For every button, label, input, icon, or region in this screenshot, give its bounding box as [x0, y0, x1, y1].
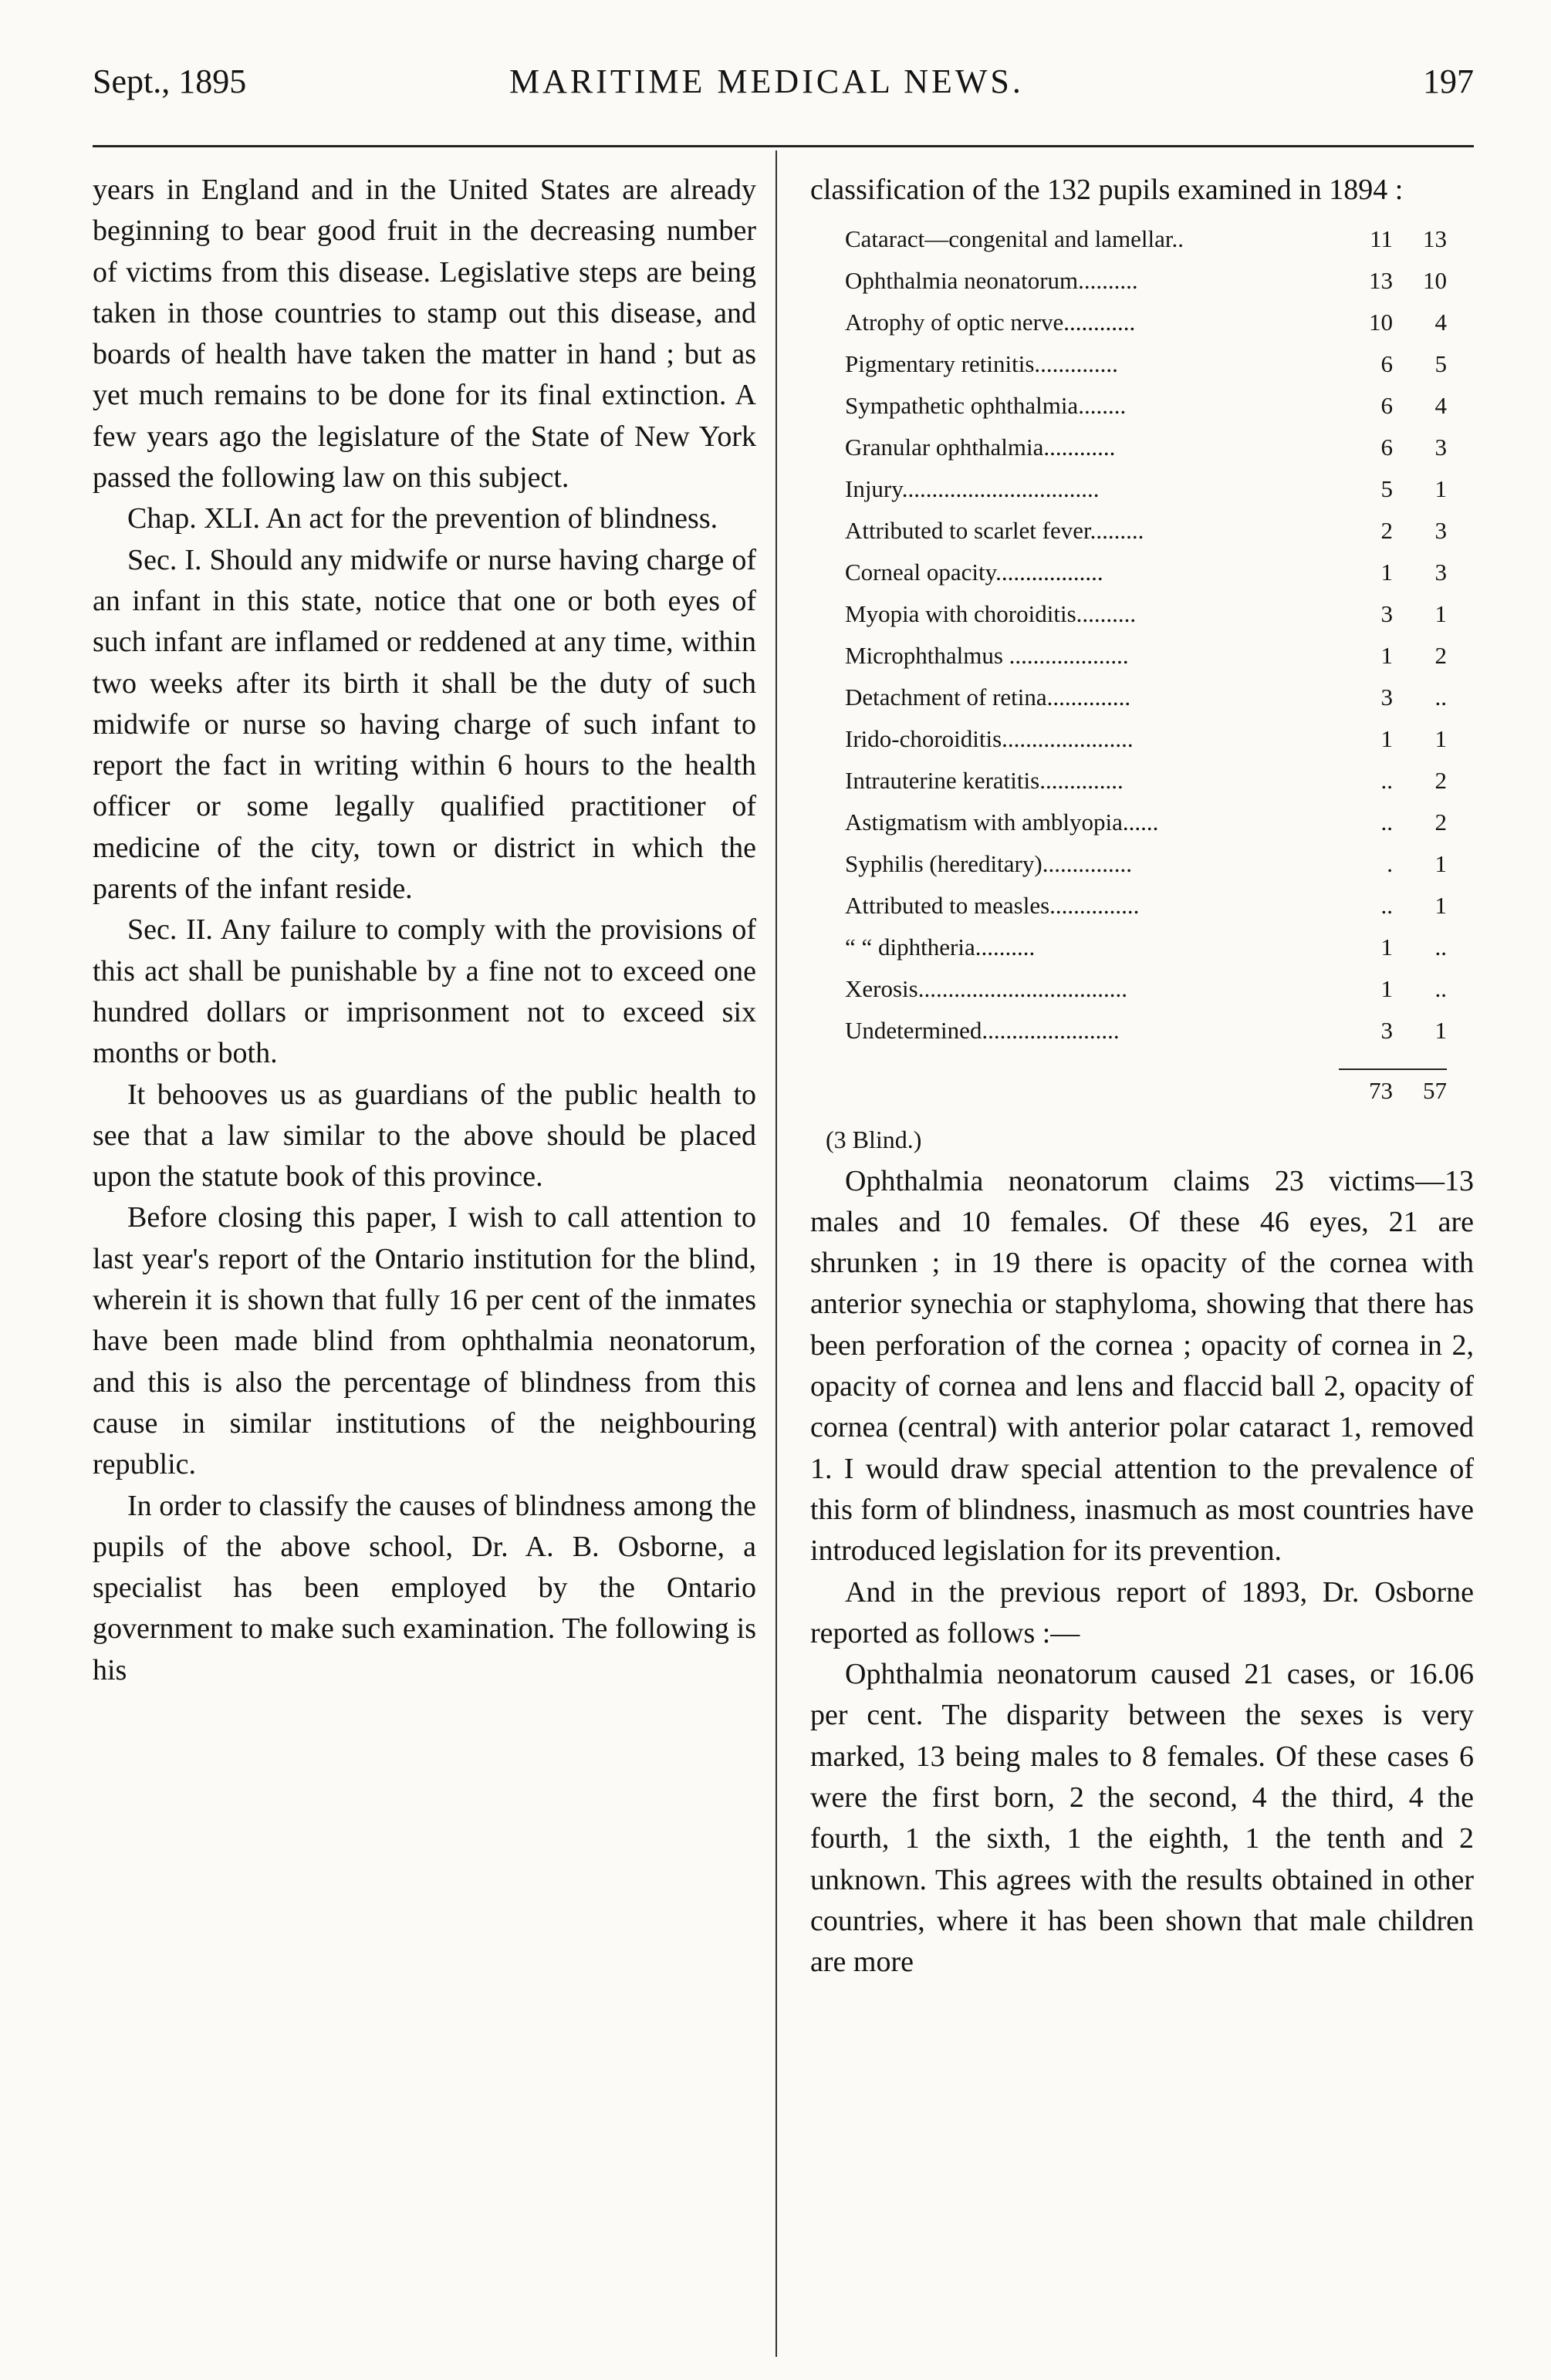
paragraph: Sec. I. Should any midwife or nurse having charge of an infant in this state, notice that one or both eyes of such infant are inflamed or reddened at any time, within two weeks after its birth it shall be the duty of such midwife or nurse so having charge of such infant to report the fact in writing within 6 hours to the health officer or some legally qualified practitioner of medicine of the city, town or district in which the parents of the infant reside.: [93, 543, 756, 906]
paragraph: Chap. XLI. An act for the prevention of blindness.: [127, 502, 718, 535]
count-cell: 13: [1423, 225, 1447, 253]
count-cell: 10: [1423, 267, 1447, 295]
count-cell: 13: [1369, 267, 1393, 295]
count-cell: 2: [1380, 517, 1393, 545]
paragraph: In order to classify the causes of blindness among the pupils of the above school, Dr. A. B. Osborne, a specialist has been employed by the Ontario government to make such examination. The following is his: [93, 1489, 756, 1686]
cause-cell: Granular ophthalmia............: [845, 434, 1116, 461]
table-row: [845, 843, 1447, 885]
table-row: [845, 510, 1447, 552]
cause-cell: Xerosis...................................: [845, 975, 1127, 1003]
paragraph: Ophthalmia neonatorum caused 21 cases, or 16.06 per cent. The disparity between the sexes is very marked, 13 being males to 8 females. Of these cases 6 were the first born, 2 the second, 4 the third, 4 the fourth, 1 the sixth, 1 the eighth, 1 the tenth and 2 unknown. This agrees with the results obtained in other countries, where it has been shown that male children are more: [810, 1658, 1474, 1979]
count-cell: .: [1387, 850, 1393, 878]
table-row: [845, 302, 1447, 343]
count-cell: 5: [1380, 475, 1393, 503]
cause-cell: Cataract—congenital and lamellar..: [845, 225, 1184, 253]
paragraph: Sec. II. Any failure to comply with the provisions of this act shall be punishable by a fine not to exceed one hundred dollars or imprisonment not to exceed six months or both.: [93, 913, 756, 1070]
classification-intro: classification of the 132 pupils examined in 1894 :: [810, 174, 1404, 206]
cause-cell: Ophthalmia neonatorum..........: [845, 267, 1138, 295]
cause-cell: Irido-choroiditis......................: [845, 725, 1134, 753]
cause-cell: Syphilis (hereditary)...............: [845, 850, 1132, 878]
cause-cell: Corneal opacity..................: [845, 559, 1103, 586]
count-cell: 1: [1434, 892, 1447, 920]
paragraph: Ophthalmia neonatorum claims 23 victims—13 males and 10 females. Of these 46 eyes, 21 are shrunken ; in 19 there is opacity of the cornea with anterior synechia or staphyloma, showing that there has been perforation of the cornea ; opacity of cornea in 2, opacity of cornea and lens and flaccid ball 2, opacity of cornea (central) with anterior polar cataract 1, removed 1. I would draw special attention to the prevalence of this form of blindness, inasmuch as most countries have introduced legislation for its prevention.: [810, 1164, 1474, 1568]
paragraph: It behooves us as guardians of the public health to see that a law similar to the above should be placed upon the statute book of this province.: [93, 1078, 756, 1193]
count-cell: 3: [1434, 559, 1447, 586]
count-cell: 2: [1434, 809, 1447, 836]
count-cell: 1: [1434, 475, 1447, 503]
cause-cell: Detachment of retina..............: [845, 684, 1131, 711]
total-cell: 57: [1423, 1077, 1447, 1105]
count-cell: 1: [1434, 1017, 1447, 1045]
table-row: [845, 468, 1447, 510]
classification-table: [845, 218, 1447, 1112]
right-column: [810, 170, 1474, 1983]
column-divider: [776, 150, 777, 2357]
cause-cell: Intrauterine keratitis..............: [845, 767, 1124, 795]
table-row: [845, 885, 1447, 927]
table-row: [845, 260, 1447, 302]
count-cell: 2: [1434, 642, 1447, 670]
count-cell: 1: [1380, 559, 1393, 586]
table-row: [845, 760, 1447, 802]
count-cell: 2: [1434, 767, 1447, 795]
count-cell: 4: [1434, 392, 1447, 420]
count-cell: 1: [1434, 850, 1447, 878]
count-cell: ..: [1434, 684, 1447, 711]
count-cell: 3: [1434, 434, 1447, 461]
cause-cell: Pigmentary retinitis..............: [845, 350, 1118, 378]
count-cell: ..: [1380, 809, 1393, 836]
cause-cell: Attributed to scarlet fever.........: [845, 517, 1144, 545]
totals-spacer: [845, 1069, 1339, 1112]
count-cell: 3: [1380, 600, 1393, 628]
count-cell: 1: [1434, 600, 1447, 628]
count-cell: 3: [1380, 684, 1393, 711]
cause-cell: “ “ diphtheria..........: [845, 933, 1036, 961]
table-row: [845, 343, 1447, 385]
count-cell: 6: [1380, 434, 1393, 461]
count-cell: 1: [1380, 933, 1393, 961]
count-cell: 1: [1380, 975, 1393, 1003]
count-cell: 3: [1434, 517, 1447, 545]
journal-title: MARITIME MEDICAL NEWS.: [509, 62, 1024, 100]
count-cell: 5: [1434, 350, 1447, 378]
table-row: [845, 802, 1447, 843]
count-cell: 1: [1380, 642, 1393, 670]
blind-note: (3 Blind.): [826, 1126, 922, 1154]
count-cell: 3: [1380, 1017, 1393, 1045]
table-row: [845, 927, 1447, 968]
totals-row: [845, 1069, 1447, 1112]
page-header: [93, 62, 1474, 123]
count-cell: 11: [1370, 225, 1393, 253]
count-cell: 1: [1380, 725, 1393, 753]
cause-cell: Myopia with choroiditis..........: [845, 600, 1137, 628]
cause-cell: Atrophy of optic nerve............: [845, 309, 1136, 336]
table-row: [845, 677, 1447, 718]
issue-date: Sept., 1895: [93, 62, 247, 100]
paragraph: And in the previous report of 1893, Dr. Osborne reported as follows :—: [810, 1575, 1474, 1649]
table-row: [845, 385, 1447, 427]
count-cell: ..: [1434, 975, 1447, 1003]
cause-cell: Undetermined.......................: [845, 1017, 1120, 1045]
paragraph: Before closing this paper, I wish to call attention to last year's report of the Ontario institution for the blind, wherein it is shown that fully 16 per cent of the inmates have been made blind from ophthalmia neonatorum, and this is also the percentage of blindness from this cause in similar institutions of the neighbouring republic.: [93, 1201, 756, 1481]
paragraph: years in England and in the United States are already beginning to bear good fruit in the decreasing number of victims from this disease. Legislative steps are being taken in those countries to stamp out this disease, and boards of health have taken the matter in hand ; but as yet much remains to be done for its final extinction. A few years ago the legislature of the State of New York passed the following law on this subject.: [93, 174, 756, 495]
table-row: [845, 218, 1447, 260]
header-rule: [93, 145, 1474, 147]
table-row: [845, 1010, 1447, 1052]
count-cell: ..: [1380, 767, 1393, 795]
table-row: [845, 968, 1447, 1010]
table-row: [845, 427, 1447, 468]
table-row: [845, 552, 1447, 593]
count-cell: ..: [1434, 933, 1447, 961]
count-cell: 6: [1380, 392, 1393, 420]
table-row: [845, 635, 1447, 677]
cause-cell: Astigmatism with amblyopia......: [845, 809, 1159, 836]
left-column: [93, 170, 756, 1691]
total-cell: 73: [1369, 1077, 1393, 1105]
total-rule-row: [845, 1052, 1447, 1069]
page-number: 197: [1423, 62, 1474, 100]
count-cell: ..: [1380, 892, 1393, 920]
count-cell: 10: [1369, 309, 1393, 336]
cause-cell: Injury.................................: [845, 475, 1100, 503]
count-cell: 4: [1434, 309, 1447, 336]
count-cell: 1: [1434, 725, 1447, 753]
count-cell: 6: [1380, 350, 1393, 378]
table-row: [845, 593, 1447, 635]
cause-cell: Attributed to measles...............: [845, 892, 1140, 920]
cause-cell: Microphthalmus ....................: [845, 642, 1129, 670]
cause-cell: Sympathetic ophthalmia........: [845, 392, 1127, 420]
table-row: [845, 718, 1447, 760]
